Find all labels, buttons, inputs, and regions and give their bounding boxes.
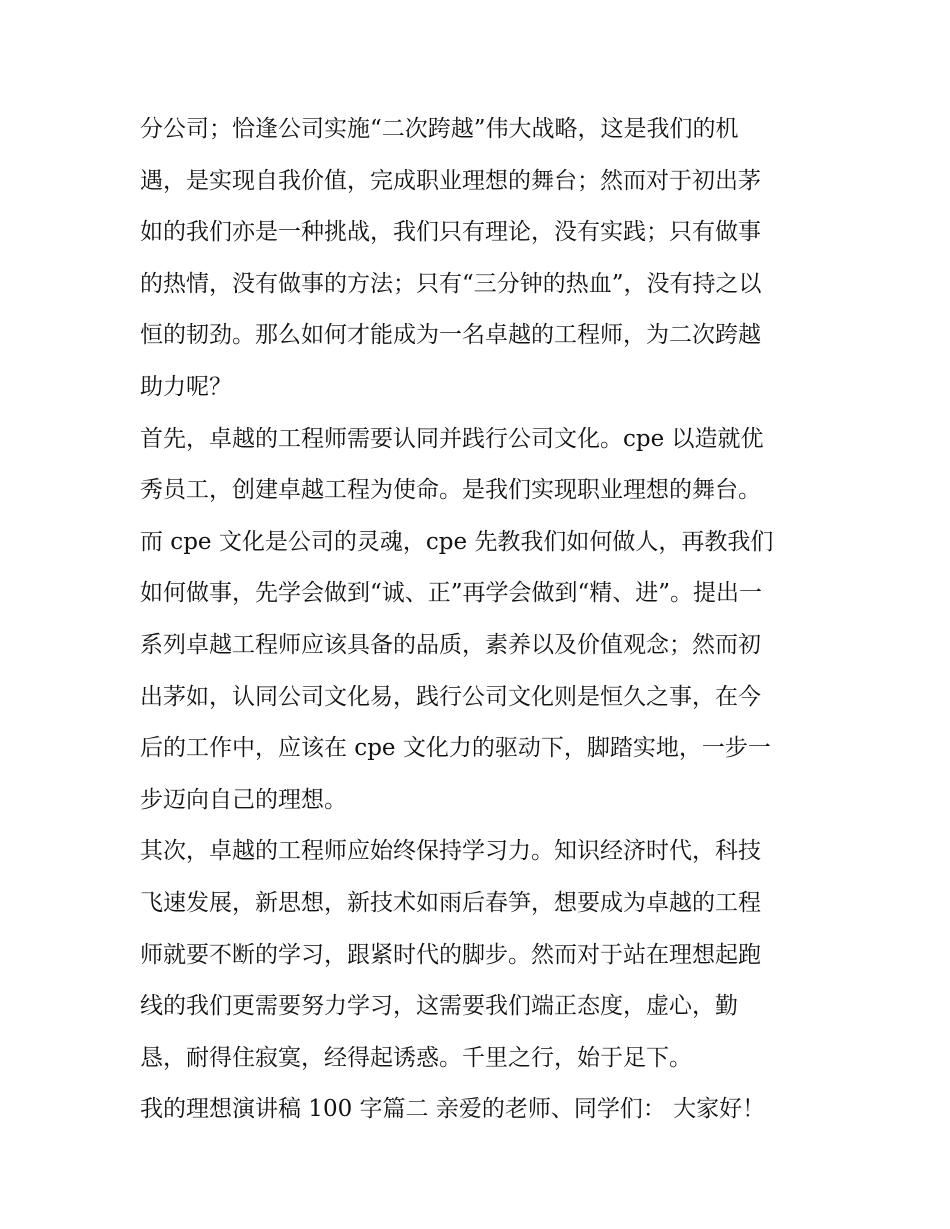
text-line: 我的理想演讲稿 100 字篇二 亲爱的老师、同学们： 大家好！ [140, 1096, 766, 1123]
text-line: 的热情，没有做事的方法；只有“三分钟的热血”，没有持之以 [140, 270, 762, 297]
text-line: 助力呢？ [140, 373, 232, 400]
text-line: 恳，耐得住寂寞，经得起诱惑。千里之行，始于足下。 [140, 1044, 692, 1071]
text-line: 如何做事，先学会做到“诚、正”再学会做到“精、进”。提出一 [140, 580, 763, 607]
text-line: 系列卓越工程师应该具备的品质，素养以及价值观念；然而初 [140, 631, 761, 658]
text-line: 其次，卓越的工程师应始终保持学习力。知识经济时代，科技 [140, 838, 761, 865]
text-line: 线的我们更需要努力学习，这需要我们端正态度，虚心，勤 [140, 993, 738, 1020]
text-line: 出茅如，认同公司文化易，践行公司文化则是恒久之事，在今 [140, 683, 761, 710]
text-line: 恒的韧劲。那么如何才能成为一名卓越的工程师，为二次跨越 [140, 322, 761, 349]
text-line: 步迈向自己的理想。 [140, 786, 347, 813]
text-line: 而 cpe 文化是公司的灵魂，cpe 先教我们如何做人，再教我们 [140, 528, 774, 555]
text-line: 首先，卓越的工程师需要认同并践行公司文化。cpe 以造就优 [140, 425, 764, 452]
document-body [140, 104, 815, 1136]
text-line: 秀员工，创建卓越工程为使命。是我们实现职业理想的舞台。 [140, 477, 761, 504]
text-line: 分公司；恰逢公司实施“二次跨越”伟大战略，这是我们的机 [140, 116, 739, 142]
text-line: 如的我们亦是一种挑战，我们只有理论，没有实践；只有做事 [140, 219, 761, 246]
text-line: 遇，是实现自我价值，完成职业理想的舞台；然而对于初出茅 [140, 167, 761, 194]
text-line: 飞速发展，新思想，新技术如雨后春笋，想要成为卓越的工程 [140, 889, 761, 916]
text-line: 后的工作中，应该在 cpe 文化力的驱动下，脚踏实地，一步一 [140, 735, 771, 762]
text-line: 师就要不断的学习，跟紧时代的脚步。然而对于站在理想起跑 [140, 941, 761, 968]
